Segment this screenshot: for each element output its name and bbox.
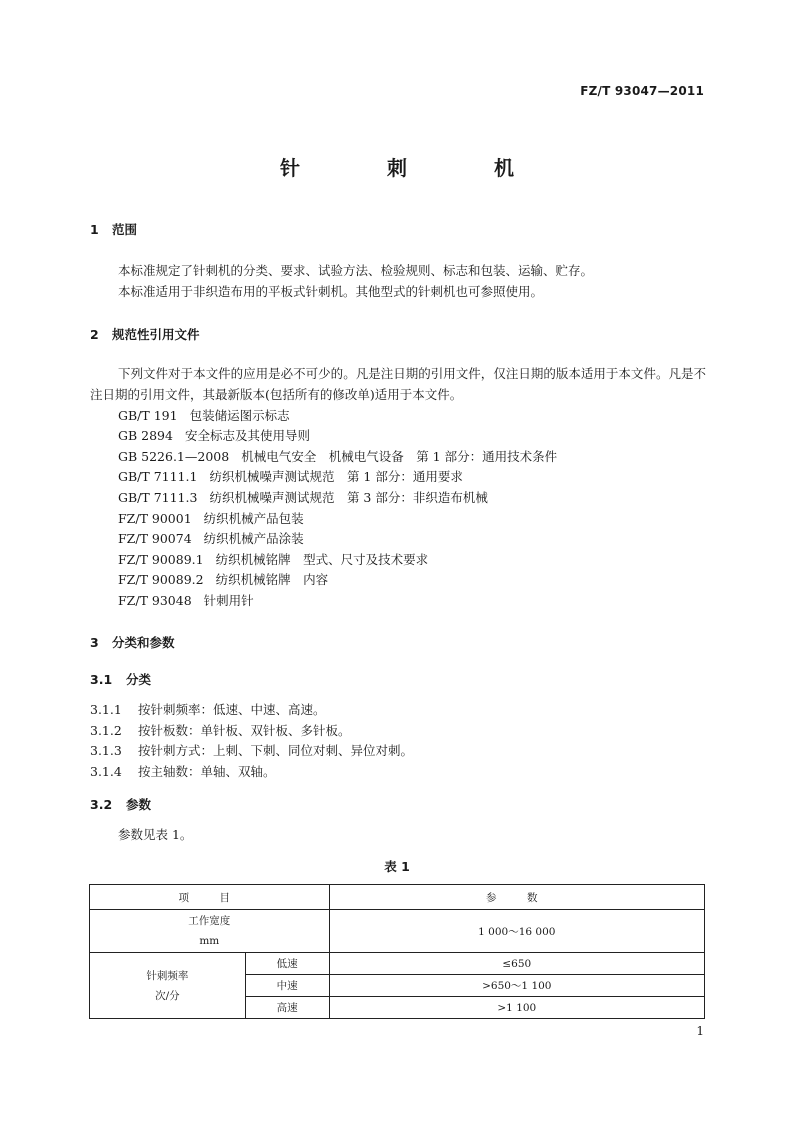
table-row [90, 953, 705, 975]
clause-item [90, 741, 413, 759]
reference-title: 机械电气安全 机械电气设备 第 1 部分：通用技术条件 [241, 449, 558, 464]
freq-unit: 次/分 [155, 989, 180, 1002]
reference-title: 纺织机械噪声测试规范 第 3 部分：非织造布机械 [209, 490, 488, 505]
reference-code: FZ/T 90001 [118, 511, 192, 526]
document-title: 针 刺 机 [280, 156, 554, 180]
freq-value: ≤650 [329, 953, 704, 975]
header-item: 项 目 [90, 885, 330, 910]
reference-item [118, 447, 557, 465]
freq-value: >1 100 [329, 997, 704, 1019]
header-param: 参 数 [329, 885, 704, 910]
clause-number: 3.1.1 [90, 702, 122, 717]
section-title: 分类和参数 [112, 635, 175, 650]
section-3-heading [90, 633, 175, 651]
scope-paragraph-2: 本标准适用于非织造布用的平板式针刺机。其他型式的针刺机也可参照使用。 [118, 284, 544, 299]
section-title: 规范性引用文件 [112, 327, 200, 342]
reference-title: 纺织机械铭牌 内容 [215, 572, 329, 587]
subsection-number: 3.1 [90, 672, 113, 687]
page-number: 1 [696, 1024, 704, 1038]
reference-code: GB/T 7111.1 [118, 469, 198, 484]
reference-code: FZ/T 90089.1 [118, 552, 204, 567]
clause-item [90, 700, 326, 718]
width-label: 工作宽度 [188, 915, 231, 927]
reference-code: FZ/T 90089.2 [118, 572, 204, 587]
reference-code: FZ/T 93048 [118, 593, 192, 608]
reference-title: 包装储运图示标志 [189, 408, 290, 423]
width-unit: mm [199, 935, 220, 947]
freq-label-cell [90, 953, 246, 1019]
clause-number: 3.1.3 [90, 743, 122, 758]
freq-value: >650～1 100 [329, 975, 704, 997]
clause-text: 按主轴数：单轴、双轴。 [138, 764, 276, 779]
standard-code: FZ/T 93047—2011 [580, 84, 704, 98]
section-number: 2 [90, 327, 99, 342]
section-number: 1 [90, 222, 99, 237]
reference-code: GB/T 191 [118, 408, 178, 423]
reference-item [118, 509, 304, 527]
table-caption: 表 1 [384, 859, 410, 874]
section-2-heading [90, 325, 200, 343]
clause-text: 按针刺频率：低速、中速、高速。 [138, 702, 326, 717]
table-header-row [90, 885, 705, 910]
subsection-3-1-heading [90, 670, 151, 688]
freq-label: 针刺频率 [146, 969, 189, 982]
references-intro: 下列文件对于本文件的应用是必不可少的。凡是注日期的引用文件，仅注日期的版本适用于本文件。凡是不注日期的引用文件，其最新版本(包括所有的修改单)适用于本文件。 [90, 366, 706, 402]
freq-sub-label: 高速 [245, 997, 329, 1019]
subsection-title: 参数 [126, 797, 152, 812]
reference-code: GB/T 7111.3 [118, 490, 198, 505]
reference-title: 安全标志及其使用导则 [184, 428, 310, 443]
parameters-note: 参数见表 1。 [118, 827, 193, 842]
reference-code: GB 5226.1—2008 [118, 449, 230, 464]
section-title: 范围 [112, 222, 138, 237]
scope-paragraph-1: 本标准规定了针刺机的分类、要求、试验方法、检验规则、标志和包装、运输、贮存。 [118, 263, 594, 278]
clause-item [90, 762, 276, 780]
freq-sub-label: 中速 [245, 975, 329, 997]
reference-title: 针刺用针 [203, 593, 254, 608]
width-value: 1 000～16 000 [329, 910, 704, 953]
reference-item [118, 529, 304, 547]
width-label-cell [90, 910, 330, 953]
freq-sub-label: 低速 [245, 953, 329, 975]
section-number: 3 [90, 635, 99, 650]
subsection-title: 分类 [126, 672, 152, 687]
reference-item [118, 426, 310, 444]
clause-text: 按针刺方式：上刺、下刺、同位对刺、异位对刺。 [138, 743, 414, 758]
clause-text: 按针板数：单针板、双针板、多针板。 [138, 723, 351, 738]
reference-code: FZ/T 90074 [118, 531, 192, 546]
reference-item [118, 591, 254, 609]
reference-title: 纺织机械噪声测试规范 第 1 部分：通用要求 [209, 469, 463, 484]
clause-number: 3.1.4 [90, 764, 122, 779]
clause-number: 3.1.2 [90, 723, 122, 738]
reference-title: 纺织机械产品包装 [203, 511, 304, 526]
reference-item [118, 570, 328, 588]
reference-code: GB 2894 [118, 428, 173, 443]
reference-item [118, 488, 488, 506]
clause-item [90, 721, 351, 739]
parameters-table [89, 884, 705, 1019]
table-row [90, 910, 705, 953]
reference-title: 纺织机械产品涂装 [203, 531, 304, 546]
reference-item [118, 467, 463, 485]
section-1-heading [90, 220, 137, 238]
reference-title: 纺织机械铭牌 型式、尺寸及技术要求 [215, 552, 429, 567]
subsection-number: 3.2 [90, 797, 113, 812]
reference-item [118, 550, 428, 568]
reference-item [118, 406, 290, 424]
subsection-3-2-heading [90, 795, 151, 813]
